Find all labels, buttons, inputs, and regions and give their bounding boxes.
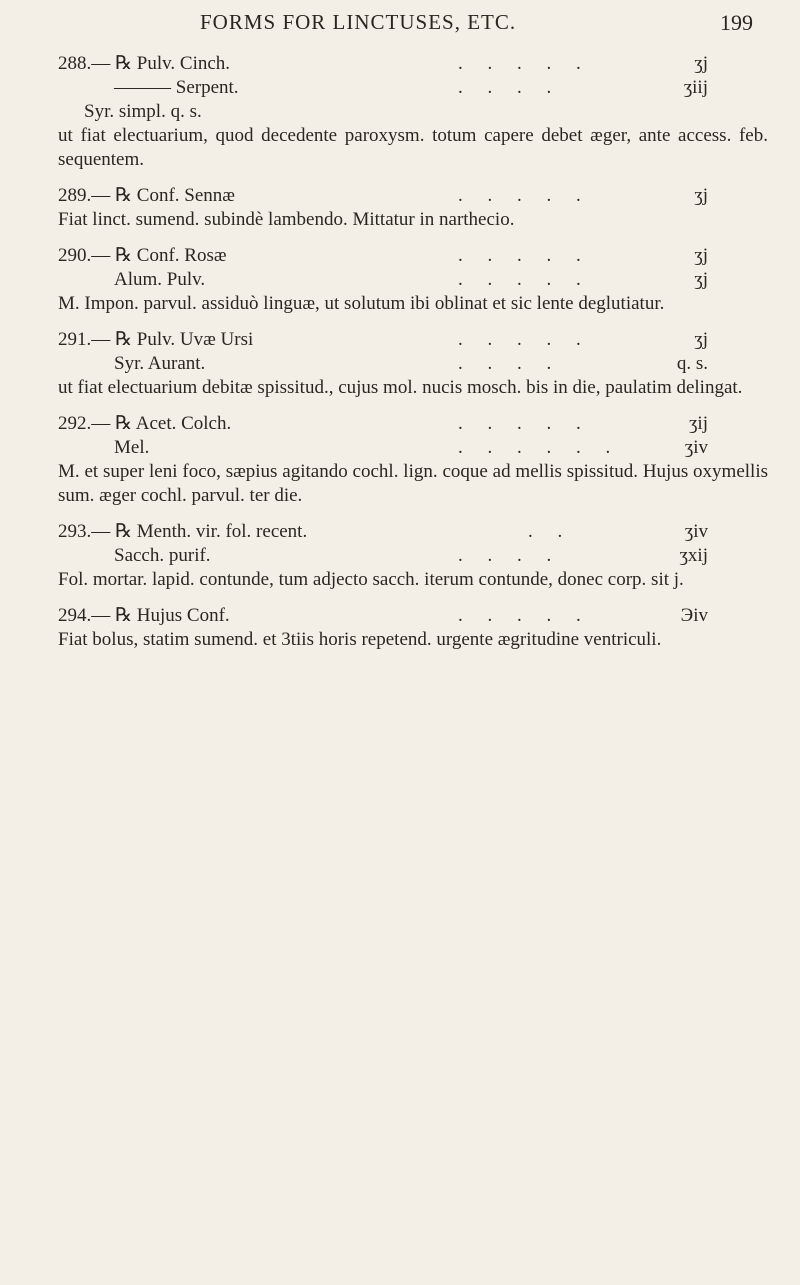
running-header	[0, 10, 800, 44]
ingredient-line: 289.— ℞ Conf. Sennæ . . . . . ʒj	[58, 185, 708, 206]
ingredient-line: 294.— ℞ Hujus Conf. . . . . . Эiv	[58, 605, 708, 626]
quantity: ʒj	[694, 53, 708, 74]
formula-293	[58, 520, 768, 592]
quantity: ʒj	[694, 245, 708, 266]
instruction-text: ut fiat electuarium debitæ spissitud., cujus mol. nucis mosch. bis in die, paulatim delingat.	[58, 377, 743, 398]
ingredient-line: 292.— ℞ Acet. Colch. . . . . . ʒij	[58, 413, 708, 434]
instruction-text: M. Impon. parvul. assiduò linguæ, ut solutum ibi oblinat et sic lente deglutiatur.	[58, 293, 665, 314]
ingredient-line: Syr. Aurant. . . . . q. s.	[114, 353, 708, 374]
quantity: Эiv	[680, 605, 708, 626]
instruction-text: Fol. mortar. lapid. contunde, tum adjecto sacch. iterum contunde, donec corp. sit j.	[58, 569, 684, 590]
ingredient-line: 293.— ℞ Menth. vir. fol. recent. . . ʒiv	[58, 521, 708, 542]
formula-288	[58, 52, 768, 172]
formula-289	[58, 184, 768, 232]
ingredient-line: 290.— ℞ Conf. Rosæ . . . . . ʒj	[58, 245, 708, 266]
instruction-text: M. et super leni foco, sæpius agitando cochl. lign. coque ad mellis spissitud. Hujus oxymellis sum. æger cochl. parvul. ter die.	[58, 461, 768, 506]
ingredient-line: Syr. simpl. q. s.	[84, 101, 202, 122]
ingredient-line: Alum. Pulv. . . . . . ʒj	[114, 269, 708, 290]
quantity: ʒiv	[684, 437, 708, 458]
formula-292	[58, 412, 768, 508]
ingredient-line: 288.— ℞ Pulv. Cinch. . . . . . ʒj	[58, 53, 708, 74]
instruction-text: ut fiat electuarium, quod decedente paroxysm. totum capere debet æger, ante access. feb. sequentem.	[58, 125, 768, 170]
running-title: FORMS FOR LINCTUSES, ETC.	[200, 10, 517, 34]
quantity: ʒiij	[683, 77, 708, 98]
quantity: ʒj	[694, 269, 708, 290]
formula-291	[58, 328, 768, 400]
quantity: ʒij	[689, 413, 708, 434]
instruction-text: Fiat linct. sumend. subindè lambendo. Mittatur in narthecio.	[58, 209, 515, 230]
ingredient-line: Sacch. purif. . . . . ʒxij	[114, 545, 708, 566]
formula-294	[58, 604, 768, 652]
ingredient-line: 291.— ℞ Pulv. Uvæ Ursi . . . . . ʒj	[58, 329, 708, 350]
quantity: ʒxij	[679, 545, 708, 566]
ingredient-line: ——— Serpent. . . . . ʒiij	[114, 77, 708, 98]
quantity: ʒj	[694, 329, 708, 350]
formula-290	[58, 244, 768, 316]
quantity: ʒj	[694, 185, 708, 206]
ingredient-line: Mel. . . . . . . ʒiv	[114, 437, 708, 458]
quantity: ʒiv	[684, 521, 708, 542]
quantity: q. s.	[676, 353, 708, 374]
instruction-text: Fiat bolus, statim sumend. et 3tiis horis repetend. urgente ægritudine ventriculi.	[58, 629, 662, 650]
formulae-body	[58, 52, 768, 664]
page-number: 199	[720, 10, 753, 35]
